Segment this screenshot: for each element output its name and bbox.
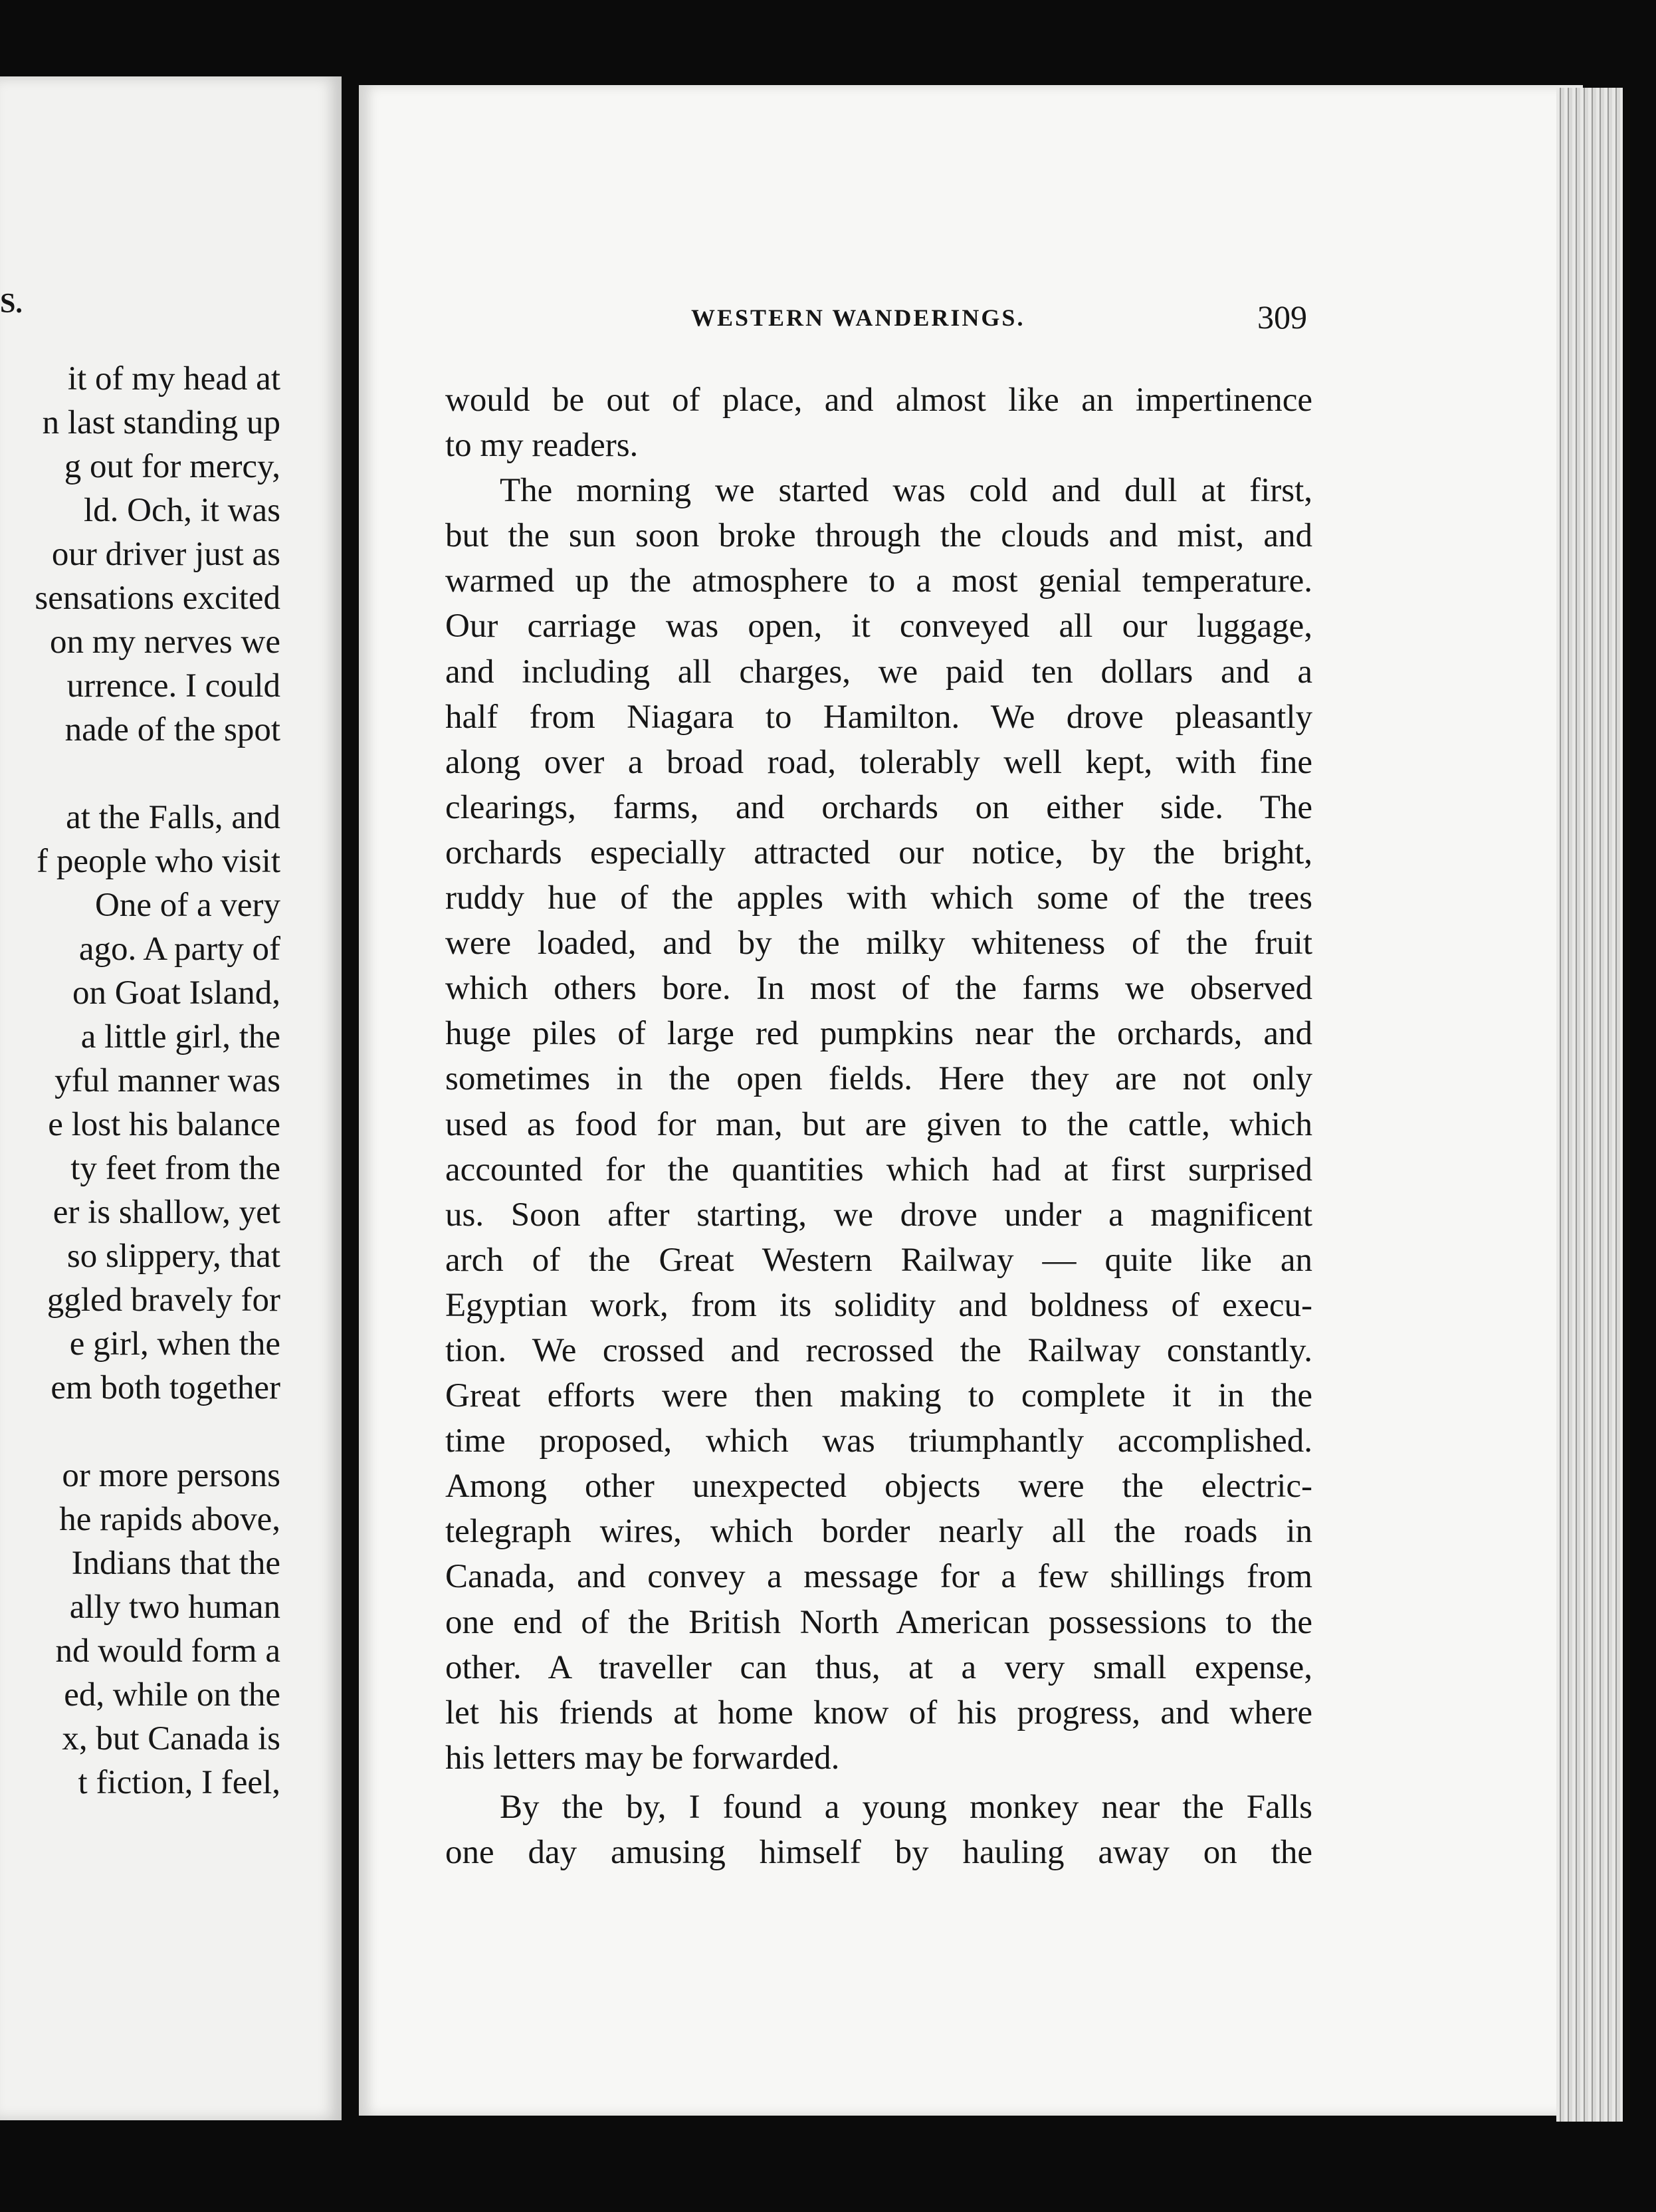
text-line: along over a broad road, tolerably well kept, with fine [445, 743, 1312, 781]
left-text-line: em both together [51, 1369, 280, 1406]
text-line: Our carriage was open, it conveyed all our luggage, [445, 608, 1312, 645]
text-line: one end of the British North American possessions to the [445, 1603, 1312, 1641]
left-text-line: e girl, when the [69, 1325, 280, 1363]
text-line: let his friends at home know of his progress, and where [445, 1694, 1312, 1731]
left-text-line: or more persons [62, 1457, 280, 1494]
left-text-line: ally two human [69, 1589, 280, 1626]
text-line: warmed up the atmosphere to a most genial temperature. [445, 562, 1312, 600]
page-number: 309 [1257, 298, 1307, 336]
text-line: Egyptian work, from its solidity and boldness of execu- [445, 1286, 1312, 1324]
text-line: tion. We crossed and recrossed the Railway constantly. [445, 1331, 1312, 1369]
text-line: would be out of place, and almost like an impertinence [445, 382, 1312, 419]
left-text-line: ty feet from the [70, 1150, 280, 1187]
text-line: other. A traveller can thus, at a very small expense, [445, 1648, 1312, 1686]
left-text-line: er is shallow, yet [52, 1194, 280, 1231]
left-text-line: g out for mercy, [64, 448, 280, 485]
text-line: and including all charges, we paid ten dollars and a [445, 653, 1312, 691]
text-line: one day amusing himself by hauling away on the [445, 1834, 1312, 1871]
text-line: arch of the Great Western Railway — quite like an [445, 1241, 1312, 1279]
left-text-line: sensations excited [35, 580, 280, 617]
text-line: his letters may be forwarded. [445, 1739, 840, 1777]
text-line: huge piles of large red pumpkins near the orchards, and [445, 1015, 1312, 1053]
text-line: clearings, farms, and orchards on either side. The [445, 788, 1312, 826]
left-text-line: yful manner was [54, 1062, 280, 1099]
text-line: used as food for man, but are given to the cattle, which [445, 1105, 1312, 1143]
left-text-line: so slippery, that [66, 1238, 280, 1275]
text-line: us. Soon after starting, we drove under a magnificent [445, 1196, 1312, 1234]
left-text-line: f people who visit [37, 843, 280, 880]
left-text-line: our driver just as [51, 536, 280, 573]
left-text-line: it of my head at [67, 360, 280, 397]
left-text-line: a little girl, the [80, 1018, 280, 1055]
running-head: WESTERN WANDERINGS. [691, 304, 1025, 331]
text-line: Great efforts were then making to complete it in the [445, 1377, 1312, 1415]
left-text-line: e lost his balance [48, 1106, 280, 1143]
left-text-line: One of a very [95, 887, 280, 924]
left-text-line: nd would form a [55, 1632, 280, 1670]
text-line: accounted for the quantities which had at first surprised [445, 1151, 1312, 1188]
left-text-line: on Goat Island, [72, 974, 280, 1012]
left-text-line: n last standing up [42, 404, 280, 441]
text-line: which others bore. In most of the farms we observed [445, 970, 1312, 1008]
text-line: Among other unexpected objects were the electric- [445, 1468, 1312, 1505]
left-text-line: nade of the spot [64, 711, 280, 748]
text-line: By the by, I found a young monkey near the Falls [500, 1788, 1312, 1826]
text-line: time proposed, which was triumphantly accomplished. [445, 1422, 1312, 1460]
text-line: sometimes in the open fields. Here they are not only [445, 1060, 1312, 1098]
text-line: ruddy hue of the apples with which some of the trees [445, 879, 1312, 917]
left-text-line: he rapids above, [59, 1501, 280, 1538]
text-line: were loaded, and by the milky whiteness of the fruit [445, 925, 1312, 962]
text-line: half from Niagara to Hamilton. We drove pleasantly [445, 698, 1312, 736]
text-line: to my readers. [445, 427, 639, 465]
left-text-line: ld. Och, it was [83, 492, 280, 529]
left-text-line: on my nerves we [50, 623, 280, 661]
left-text-line: at the Falls, and [66, 799, 280, 836]
text-line: orchards especially attracted our notice, by the bright, [445, 833, 1312, 871]
body-text [445, 378, 1312, 1875]
left-running-head-fragment: S. [0, 288, 23, 319]
left-text-line: t fiction, I feel, [78, 1764, 280, 1801]
text-line: Canada, and convey a message for a few shillings from [445, 1558, 1312, 1596]
text-line: The morning we started was cold and dull at first, [500, 472, 1312, 510]
text-line: but the sun soon broke through the clouds and mist, and [445, 517, 1312, 555]
left-text-line: ed, while on the [64, 1676, 280, 1714]
text-line: telegraph wires, which border nearly all the roads in [445, 1513, 1312, 1551]
left-text-line: ago. A party of [78, 931, 280, 968]
page-edges [1556, 88, 1623, 2122]
left-text-line: Indians that the [71, 1545, 280, 1582]
left-text-line: ggled bravely for [47, 1281, 280, 1319]
left-page [0, 76, 342, 2120]
left-text-line: urrence. I could [66, 667, 280, 705]
left-text-line: x, but Canada is [62, 1720, 280, 1757]
